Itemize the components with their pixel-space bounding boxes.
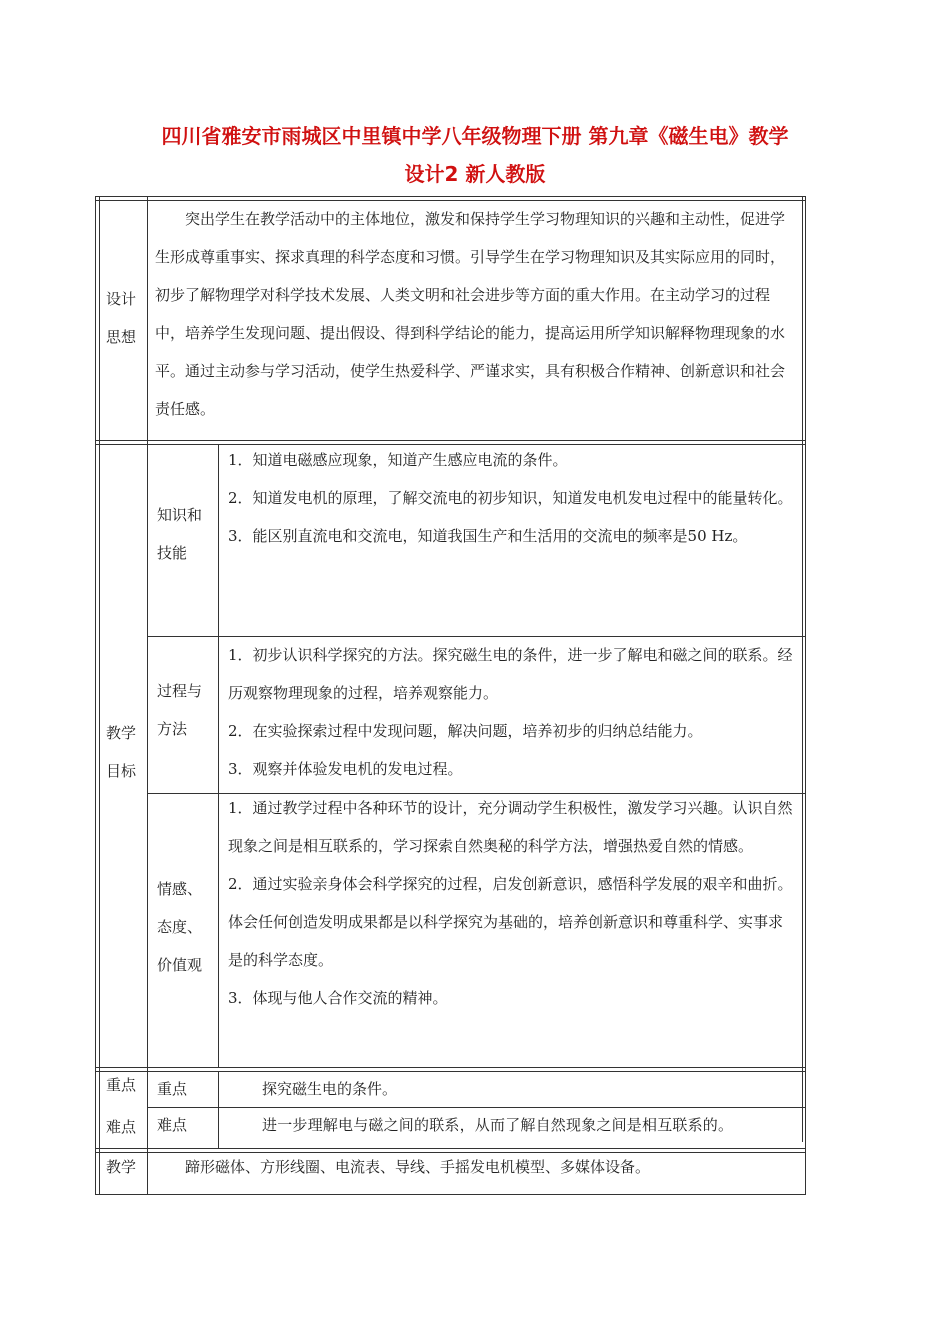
knowledge-item: 2．知道发电机的原理，了解交流电的初步知识，知道发电机发电过程中的能量转化。 [228,489,793,507]
key-label-inner: 重点 [157,1080,188,1098]
materials-text: 蹄形磁体、方形线圈、电流表、导线、手摇发电机模型、多媒体设备。 [185,1158,651,1176]
emotion-label-line3: 价值观 [157,956,203,974]
label-column-divider [147,196,148,1195]
process-label-line2: 方法 [157,720,188,738]
document-title-line2: 设计2 新人教版 [404,162,546,186]
emotion-list [228,789,796,1017]
table-right-inner-line [802,196,803,1142]
goals-label-line1: 教学 [106,724,137,742]
goals-label-line2: 目标 [106,762,137,780]
difficulty-label-outer: 难点 [106,1118,137,1136]
design-label-line2: 思想 [106,328,137,346]
emotion-item: 3．体现与他人合作交流的精神。 [228,989,448,1007]
emotion-item: 2．通过实验亲身体会科学探究的过程，启发创新意识，感悟科学发展的艰辛和曲折。体会任何创造发明成果都是以科学探究为基础的，培养创新意识和尊重科学、实事求是的科学态度。 [228,875,793,969]
key-label-outer: 重点 [106,1076,137,1094]
table-left-inner-line [99,196,100,1195]
key-text: 探究磁生电的条件。 [262,1080,398,1098]
process-label-line1: 过程与 [157,682,203,700]
knowledge-item: 3．能区别直流电和交流电，知道我国生产和生活用的交流电的频率是50 Hz。 [228,527,748,545]
process-list [228,636,796,788]
key-label-divider [218,1071,219,1148]
process-item: 1．初步认识科学探究的方法。探究磁生电的条件，进一步了解电和磁之间的联系。经历观察物理现象的过程，培养观察能力。 [228,646,793,702]
row-divider-goals [95,1067,806,1068]
process-item: 2．在实验探索过程中发现问题，解决问题，培养初步的归纳总结能力。 [228,722,703,740]
difficulty-text: 进一步理解电与磁之间的联系，从而了解自然现象之间是相互联系的。 [262,1116,734,1134]
emotion-item: 1．通过教学过程中各种环节的设计，充分调动学生积极性，激发学习兴趣。认识自然现象之间是相互联系的，学习探索自然奥秘的科学方法，增强热爱自然的情感。 [228,799,793,855]
knowledge-label-line2: 技能 [157,544,188,562]
emotion-label-line2: 态度、 [157,918,203,936]
process-item: 3．观察并体验发电机的发电过程。 [228,760,463,778]
difficulty-label-inner: 难点 [157,1116,188,1134]
emotion-label-line1: 情感、 [157,880,203,898]
materials-label: 教学 [106,1158,137,1176]
knowledge-item: 1．知道电磁感应现象，知道产生感应电流的条件。 [228,451,568,469]
knowledge-list [228,441,796,555]
sub-label-column-divider [218,444,219,1067]
design-label-line1: 设计 [106,290,137,308]
design-text: 突出学生在教学活动中的主体地位，激发和保持学生学习物理知识的兴趣和主动性，促进学生形成尊重事实、探求真理的科学态度和习惯。引导学生在学习物理知识及其实际应用的同时，初步了解物理学对科学技术发展、人类文明和社会进步等方面的重大作用。在主动学习的过程中，培养学生发现问题、提出假设、得到科学结论的能力，提高运用所学知识解释物理现象的水平。通过主动参与学习活动，使学生热爱科学、严谨求实，具有积极合作精神、创新意识和社会责任感。 [155,210,786,418]
document-title-line1: 四川省雅安市雨城区中里镇中学八年级物理下册 第九章《磁生电》教学 [161,124,789,148]
knowledge-label-line1: 知识和 [157,506,203,524]
